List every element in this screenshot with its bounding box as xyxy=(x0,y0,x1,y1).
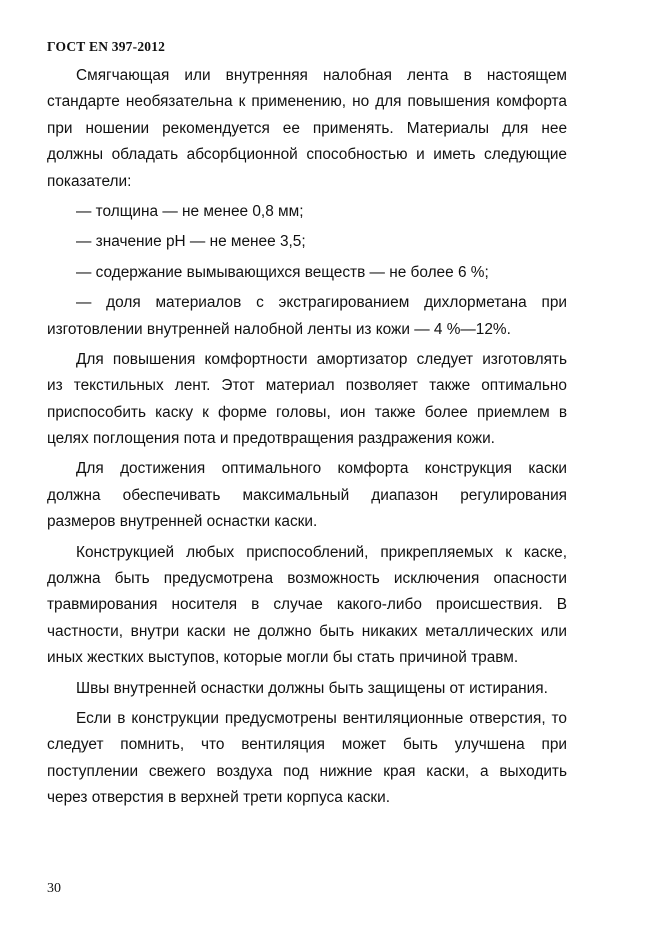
list-item-leachable xyxy=(47,260,567,286)
text-line: Конструкцией любых приспособлений, прикрепляемых к каске, xyxy=(76,543,567,561)
text-line: — значение pH — не менее 3,5; xyxy=(76,233,306,251)
text-line: изготовлении внутренней налобной ленты из кожи — 4 %—12%. xyxy=(47,320,511,338)
paragraph-comfort-textile xyxy=(47,347,567,453)
text-line: Смягчающая или внутренняя налобная лента в настоящем xyxy=(76,67,567,84)
paragraph-headband-intro xyxy=(47,63,567,195)
paragraph-adjustment xyxy=(47,456,567,535)
text-line: при ношении рекомендуется ее применять. Материалы для нее xyxy=(47,119,567,137)
text-line: — доля материалов с экстрагированием дихлорметана при xyxy=(76,294,567,312)
paragraph-seams xyxy=(47,676,567,702)
text-line: стандарте необязательна к применению, но для повышения комфорта xyxy=(47,93,567,111)
text-line: должна быть предусмотрена возможность исключения опасности xyxy=(47,570,567,588)
text-line: следует помнить, что вентиляция может быть улучшена при xyxy=(47,736,567,754)
text-line: частности, внутри каски не должно быть никаких металлических или xyxy=(47,622,567,640)
document-body xyxy=(47,63,567,812)
text-line: иных жестких выступов, которые могли бы стать причиной травм. xyxy=(47,649,519,667)
list-item-thickness xyxy=(47,199,567,225)
paragraph-ventilation xyxy=(47,706,567,812)
paragraph-attachments xyxy=(47,540,567,672)
text-line: Для повышения комфортности амортизатор следует изготовлять xyxy=(76,350,567,368)
text-line: приспособить каску к форме головы, ион также более приемлем в xyxy=(47,403,567,421)
text-line: поступлении свежего воздуха под нижние края каски, а выходить xyxy=(47,762,567,780)
text-line: Если в конструкции предусмотрены вентиляционные отверстия, то xyxy=(76,709,567,727)
text-line: — содержание вымывающихся веществ — не более 6 %; xyxy=(76,263,489,281)
text-line: травмирования носителя в случае какого-либо происшествия. В xyxy=(47,596,567,614)
text-line: из текстильных лент. Этот материал позволяет также оптимально xyxy=(47,377,567,395)
text-line: размеров внутренней оснастки каски. xyxy=(47,513,318,531)
text-line: показатели: xyxy=(47,172,132,190)
text-line: целях поглощения пота и предотвращения раздражения кожи. xyxy=(47,430,495,448)
text-line: Швы внутренней оснастки должны быть защищены от истирания. xyxy=(76,679,548,697)
text-line: через отверстия в верхней трети корпуса каски. xyxy=(47,789,390,807)
document-header: ГОСТ EN 397-2012 xyxy=(47,39,166,54)
text-line: должна обеспечивать максимальный диапазон регулирования xyxy=(47,486,567,504)
text-line: — толщина — не менее 0,8 мм; xyxy=(76,202,304,220)
text-line: Для достижения оптимального комфорта конструкция каски xyxy=(76,460,567,478)
list-item-dichloromethane xyxy=(47,290,567,343)
page-number: 30 xyxy=(47,881,61,896)
list-item-ph xyxy=(47,229,567,255)
text-line: должны обладать абсорбционной способностью и иметь следующие xyxy=(47,146,567,164)
